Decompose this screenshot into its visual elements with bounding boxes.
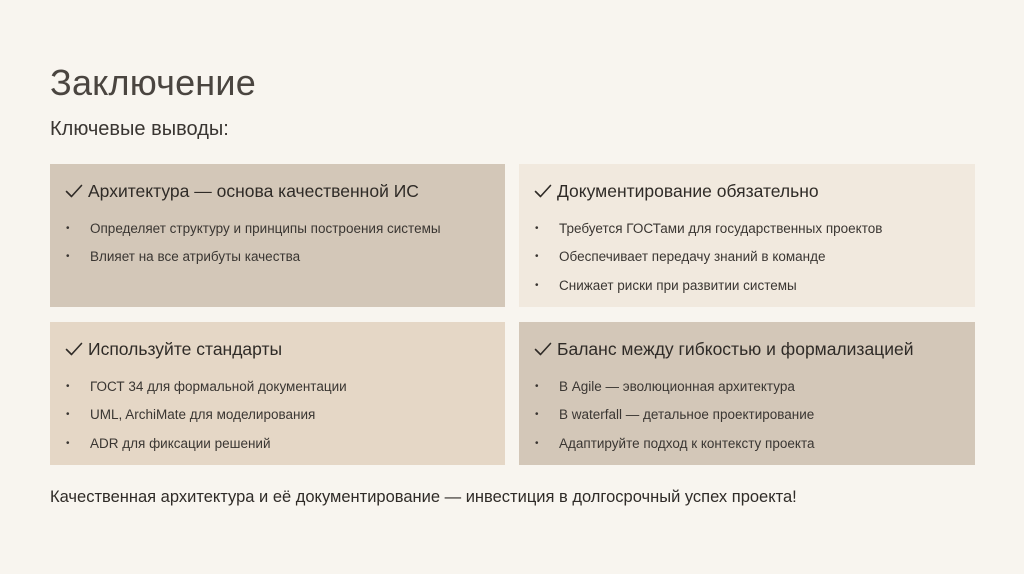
bullet-marker: •: [535, 222, 539, 234]
bullet-marker: •: [66, 437, 70, 449]
page-title: Заключение: [50, 62, 256, 103]
bullet-marker: •: [535, 437, 539, 449]
bullet-marker: •: [535, 409, 539, 421]
list-item: [64, 401, 491, 430]
check-icon: [533, 339, 553, 359]
bullet-marker: •: [535, 251, 539, 263]
list-item-text: Влияет на все атрибуты качества: [90, 249, 301, 265]
list-item-text: Определяет структуру и принципы построения системы: [90, 220, 441, 236]
card-header: [64, 178, 491, 204]
card-architecture: [50, 164, 505, 307]
page-subtitle: Ключевые выводы:: [50, 118, 229, 140]
list-item-text: В waterfall — детальное проектирование: [559, 407, 815, 423]
bullet-marker: •: [66, 251, 70, 263]
list-item: [533, 401, 961, 430]
conclusion-text: Качественная архитектура и её документирование — инвестиция в долгосрочный успех проекта!: [50, 488, 797, 506]
list-item-text: Требуется ГОСТами для государственных проектов: [559, 220, 883, 236]
list-item-text: ADR для фиксации решений: [90, 435, 271, 451]
card-header: [533, 336, 961, 362]
card-title: Документирование обязательно: [557, 180, 819, 201]
list-item: [64, 243, 491, 272]
list-item-text: В Agile — эволюционная архитектура: [559, 378, 795, 394]
list-item-text: Снижает риски при развитии системы: [559, 277, 797, 293]
list-item: [64, 214, 491, 243]
bullet-marker: •: [66, 409, 70, 421]
bullet-marker: •: [66, 380, 70, 392]
card-standards: [50, 322, 505, 465]
list-item: [533, 372, 961, 401]
card-documentation: [519, 164, 975, 307]
list-item: [64, 372, 491, 401]
card-header: [64, 336, 491, 362]
bullet-marker: •: [535, 279, 539, 291]
bullet-marker: •: [535, 380, 539, 392]
list-item: [533, 214, 961, 243]
bullet-list: [64, 372, 491, 458]
card-title: Баланс между гибкостью и формализацией: [557, 338, 914, 359]
bullet-list: [533, 214, 961, 300]
card-title: Архитектура — основа качественной ИС: [88, 180, 419, 201]
list-item: [64, 429, 491, 458]
list-item-text: UML, ArchiMate для моделирования: [90, 407, 316, 423]
bullet-marker: •: [66, 222, 70, 234]
card-title: Используйте стандарты: [88, 338, 283, 359]
check-icon: [533, 181, 553, 201]
list-item-text: Обеспечивает передачу знаний в команде: [559, 249, 826, 265]
card-balance: [519, 322, 975, 465]
list-item: [533, 243, 961, 272]
check-icon: [64, 339, 84, 359]
list-item-text: Адаптируйте подход к контексту проекта: [559, 435, 815, 451]
check-icon: [64, 181, 84, 201]
card-header: [533, 178, 961, 204]
list-item: [533, 271, 961, 300]
bullet-list: [64, 214, 491, 271]
list-item-text: ГОСТ 34 для формальной документации: [90, 378, 347, 394]
list-item: [533, 429, 961, 458]
bullet-list: [533, 372, 961, 458]
